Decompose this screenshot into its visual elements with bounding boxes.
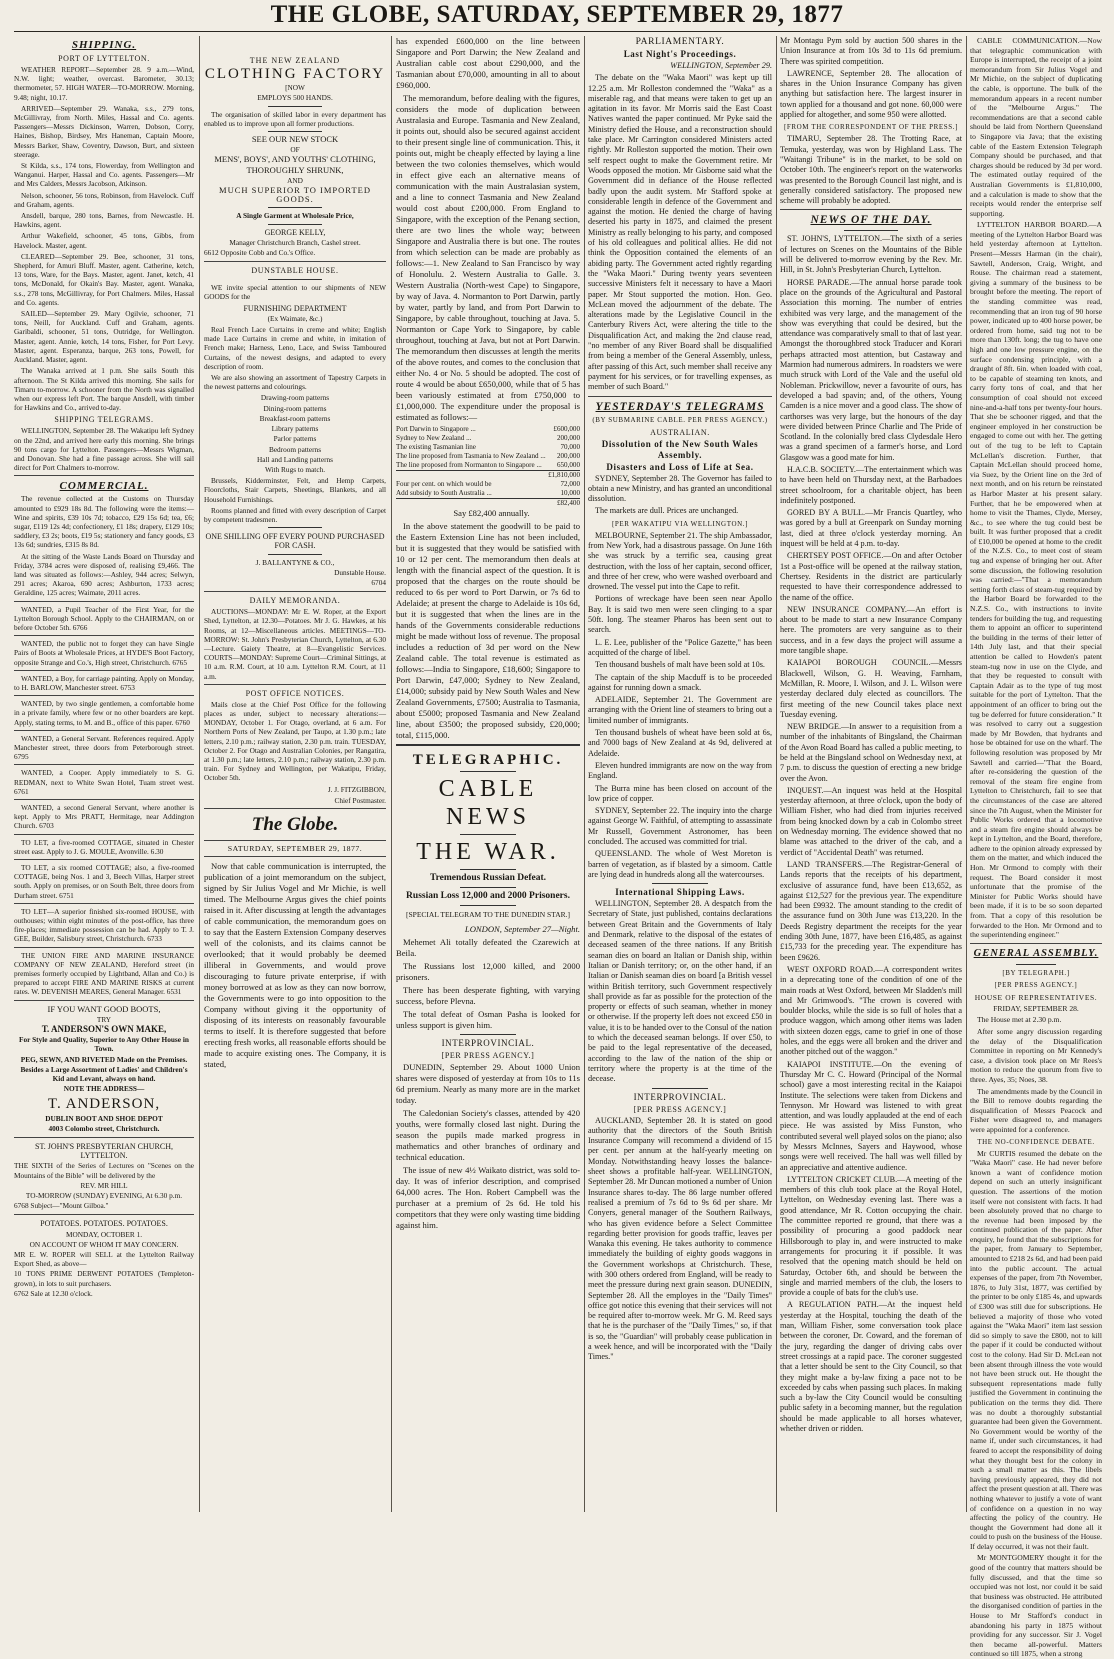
column-3 xyxy=(396,36,580,1512)
table-value: £600,000 xyxy=(553,425,580,433)
table-item: Four per cent. on which would be xyxy=(396,480,492,488)
divider xyxy=(204,808,386,809)
divider xyxy=(14,1000,194,1001)
dunstable-text: We are also showing an assortment of Tapestry Carpets in the newest patterns and colourings. xyxy=(204,373,386,392)
sailed: SAILED—September 29. Mary Ogilvie, schooner, 71 tons, Neill, for Auckland. Cuff and Graham, agents. Garibaldi, schooner, 51 tons, Outridge, for Wellington. Master, agent. Annie, ketch, 14 tons, Fisher, for Port Levy. Master, agent. Esperanza, barque, 263 tons, Powell, for Auckland. Master, agent. xyxy=(14,309,194,365)
port-heading: PORT OF LYTTELTON. xyxy=(58,54,150,63)
table-item: Add subsidy to South Australia ... xyxy=(396,489,492,497)
divider xyxy=(460,905,515,906)
war-text: There has been desperate fighting, with varying success, before Plevna. xyxy=(396,985,580,1006)
divider xyxy=(970,943,1102,944)
yesterdays-telegrams-heading: YESTERDAY'S TELEGRAMS xyxy=(595,400,765,413)
divider xyxy=(14,1214,194,1215)
divider xyxy=(268,131,323,132)
divider xyxy=(204,261,386,262)
divider xyxy=(268,207,323,208)
ad-line: J. BALLANTYNE & CO., xyxy=(255,557,335,567)
general-assembly-text: After some angry discussion regarding the delay of the Disqualification Committee in reporting on Mr Kennedy's case, a division took place on Mr Rees's motion to reduce the quorum from five to three. Ayes, 35; Noes, 38. xyxy=(970,1027,1102,1084)
classified-ad: WANTED, a Pupil Teacher of the First Year, for the Lyttelton Borough School. Apply to the CHAIRMAN, on or before October 5th. 6766 xyxy=(14,604,194,632)
dunstable-sig xyxy=(204,532,386,587)
interprovincial-heading: INTERPROVINCIAL. xyxy=(441,1038,535,1048)
shipping-telegrams: WELLINGTON, September 28. The Wakatipu left Sydney on the 22nd, and arrived here early this morning. She brings 90 tons cargo for Lyttelton. Passengers—Messrs Wigman, and Donovan. She had a fine passage across. She will sail direct for Port Chalmers to-morrow. xyxy=(14,426,194,473)
classified-ad: WANTED, a Cooper. Apply immediately to S. G. REDMAN, next to White Swan Hotel, Tuam street west. 6761 xyxy=(14,768,194,796)
church-line: 6768 Subject—"Mount Gilboa." xyxy=(14,1201,109,1211)
table-item: The line proposed from Normanton to Singapore ... xyxy=(396,461,542,469)
ad-line: 6612 Opposite Cobb and Co.'s Office. xyxy=(204,248,316,258)
australian-heading: AUSTRALIAN. xyxy=(650,427,710,437)
interprovincial-source: [PER PRESS AGENCY.] xyxy=(633,1104,727,1114)
arrived-2: St Kilda, s.s., 174 tons, Flowerday, from Wellington and Wanganui. Harper, Hassal and Co. agents. Passengers—Mr and Mrs Calders, Messrs Jacobson, Atkinson. xyxy=(14,161,194,189)
australian-text: Portions of wreckage have been seen near Apollo Bay. It is said two men were seen clinging to a spar 50ft. long. The steamer Pharos has been sent out to search. xyxy=(588,594,772,635)
classified-ad: WANTED, a Boy, for carriage painting. Apply on Monday, to H. BARLOW, Manchester street. 6753 xyxy=(14,673,194,692)
table-item: Port Darwin to Singapore ... xyxy=(396,425,476,433)
divider xyxy=(14,764,194,765)
shipping-heading: SHIPPING. xyxy=(71,39,137,51)
leading-article: Now that cable communication is interrupted, the publication of a joint memorandum on the subject, signed by Sir Julius Vogel and Mr Michie, is well timed. The Melbourne Argus gives the chief points raised in it. After discussing at length the advantages of cable communication, the memorandum goes on to say that the Eastern Extension Company deserves well of the colonists, and its claims cannot be overlooked; that it would probably be deemed illiberal in Governments, and would prove discouraging to future private enterprise, if with money borrowed at as low as they can now borrow, the Governments were to go into opposition to the Company without giving it the opportunity of disposing of its interests on reasonably favourable terms to itself. It is therefore suggested that before erecting fresh works, all reasonable efforts should be made to acquire existing ones. The Company, it is stated, xyxy=(204,861,386,1070)
arrived-4: Ansdell, barque, 280 tons, Barnes, from Newcastle. H. Hawkins, agent. xyxy=(14,211,194,230)
article-text: Say £82,400 annually. xyxy=(453,508,530,518)
potatoes-line: MR E. W. ROPER will SELL at the Lyttelton Railway Export Shed, as above— xyxy=(14,1249,194,1269)
column-5 xyxy=(780,36,962,1512)
column-4 xyxy=(588,36,772,1512)
yesterdays-telegrams-source: (BY SUBMARINE CABLE. PER PRESS AGENCY.) xyxy=(592,415,768,424)
post-office-notices: Mails close at the Chief Post Office for the following places as under, subject to necessary alterations:— MONDAY, October 1. For Otago, overland, at 6 a.m. For Northern Ports of New Zealand, per Taupo, at 1.30 p.m.; late letters, 2.10 p.m.; railway station, 2.30 p.m. train. TUESDAY, October 2. For Otago and Australian Colonies, per Rangatira, at 1.30 p.m.; late letters, 2.10 p.m.; railway station, 2.30 p.m. train. For Sydney and Wellington, per Wakatipu, Friday, October 5th. xyxy=(204,699,386,783)
dunstable-items xyxy=(204,393,386,474)
boots-line: TRY xyxy=(96,1014,112,1024)
news-item: A REGULATION PATH.—At the inquest held yesterday at the Hospital, touching the death of the man, William Fisher, some conversation took place between the coroner, Dr. Coward, and the foreman of the jury, regarding the danger of driving cabs over street crossings at a rapid pace. The coroner suggested that a letter should be sent to the City Council, so that they might make a by-law fixing a pace not to be exceeded by cabs when passing such places. In making such a by-law the City Council would be consulting public safety in a becoming manner, but the regulation should be made applicable to all horses whatever, whether driven or ridden. xyxy=(780,1300,962,1433)
war-subtitle: Tremendous Russian Defeat. xyxy=(429,873,547,883)
divider xyxy=(460,834,515,835)
column-text: LAWRENCE, September 28. The allocation of shares in the Union Insurance Company has given anything but satisfaction here. The largest insurer in town applied for a thousand and got none. 60,000 were applied for altogether, and some 950 were allotted. xyxy=(780,68,962,120)
divider xyxy=(14,635,194,636)
table-row xyxy=(396,452,580,461)
australian-text: The markets are dull. Prices are unchanged. xyxy=(595,506,739,516)
church-line: TO-MORROW (SUNDAY) EVENING, At 6.30 p.m. xyxy=(25,1190,183,1200)
potatoes-line: 6762 Sale at 12.30 o'clock. xyxy=(14,1288,93,1298)
classified-ad: WANTED, the public not to forget they can have Single Pairs of Boots at Wholesale Prices, at HYDE'S Boot Factory, opposite Strange and Co.'s, High street, Christchurch. 6765 xyxy=(14,639,194,667)
parliamentary-text: The debate on the "Waka Maori" was kept up till 12.25 a.m. Mr Rolleston condemned the "Waka" as a miserable rag, and that means were taken to get up an agitation in its favor. Mr Morris said the East Coast Natives wanted the paper continued. Mr Pyke said the Ministry defied the House, and a reconstruction should take place. Mr Carrington considered Ministers acted rightly. Mr Rolleston supported the motion. Their own self respect ought to make the Government retire. Mr Woods opposed the motion. Mr Gisborne said what the Government did in defiance of the House reflected badly upon the audit system. Mr Stafford spoke at considerable length in defence of the Government and against the motion. He denied the charge of having deserted his party in 1875, and claimed the present Ministry as really belonging to his party, and composed of his old colleagues and political allies. He did not think the Opposition contained the elements of an abiding party. The Government acted rightly regarding the "Waka Maori." During twenty years seventeen successive Ministers felt it necessary to have a Maori paper. Mr Stout supported the motion. Hon. Geo. McLean moved the adjournment of the debate. The alterations made by the Legislative Council in the Canterbury Rivers Act, were altering the title to the Disqualification Act, and making the 2nd clause read, "no member of any River Board shall be disqualified from being a member of the General Assembly, unless, after passing of this Act, such member shall receive any payment for his services, or for travelling expenses, as member of such Board." xyxy=(588,73,772,392)
australian-text: L. E. Lee, publisher of the "Police Gazette," has been acquitted of the charge of libel. xyxy=(588,637,772,657)
telegraphic-title: TELEGRAPHIC. xyxy=(412,752,564,768)
divider xyxy=(652,883,707,884)
ad-line: (Ex Waimate, &c.) xyxy=(267,313,323,323)
memoranda-heading: DAILY MEMORANDA. xyxy=(249,596,341,606)
dunstable-text: Brussels, Kidderminster, Felt, and Hemp Carpets, Floorcloths, Stair Carpets, Sheetings, Blankets, and all Household Furnishings. xyxy=(204,476,386,504)
divider xyxy=(1016,964,1056,965)
table-value: 650,000 xyxy=(556,461,580,469)
general-assembly-source: [PER PRESS AGENCY.] xyxy=(994,980,1078,989)
table-total xyxy=(396,498,580,508)
dunstable-text: WE invite special attention to our shipments of NEW GOODS for the xyxy=(204,283,386,302)
table-total xyxy=(396,470,580,480)
table-row xyxy=(396,480,580,489)
war-dateline: LONDON, September 27—Night. xyxy=(464,924,580,934)
australian-subheading: Disasters and Loss of Life at Sea. xyxy=(606,461,754,472)
dunstable-text: Real French Lace Curtains in creme and white; English made Lace Curtains in creme and white, in imitation of French make; Harness, Leno, Lace, and Swiss Tamboured Curtains, of the newest designs, and adapted to every description of room. xyxy=(204,325,386,371)
australian-text: Ten thousand bushels of wheat have been sold at 6s, and 7000 bags of New Zealand at 4s 9d, delivered at Adelaide. xyxy=(588,728,772,758)
article-text: In the above statement the goodwill to be paid to the Eastern Extension Line has not been included, but it is suggested that they would be satisfied with 10 or 12 per cent. The memorandum then deals at length with the financial aspect of the question. It is proposed that the charges on the route should be reduced to 6s per word to Port Darwin, or 7s 6d to Adelaide; at present the charge to Adelaide is 10s 6d, but it is suggested that when the lines are in the hands of the Governments considerable reductions might be made without loss of revenue. The proposal includes a reduction of 3d per word on the New Zealand cable. The total revenue is estimated as follows:—India to Singapore, £18,600; Singapore to Port Darwin, £47,000; Sydney to New Zealand, £14,000; subsidy paid by New South Wales and New Zealand Governments, £7500; Australia to Tasmania, about £5000; proposed Tasmania and New Zealand line, about £3500; the proposed subsidy, £20,000; total, £115,000. xyxy=(396,521,580,740)
general-assembly-date: FRIDAY, SEPTEMBER 28. xyxy=(993,1003,1079,1013)
potatoes-line: MONDAY, OCTOBER 1. xyxy=(65,1229,143,1239)
divider xyxy=(268,224,323,225)
column-text: LYTTELTON HARBOR BOARD.—A meeting of the Lyttelton Harbor Board was held yesterday afternoon at Lyttelton. Present—Messrs Harman (in the chair), Sawtell, Anderson, Craig, Wright, and Rouse. The chairman read a statement, giving a summary of the business to be brought before the meeting. The report of the standing committee was read, recommending that an iron tug of 90 horse power, indicated up to 400 horse power, be ordered from home, said tug not to be more than 130ft. long; the tug to have one high and one low pressure engine, on the surface condensing principle, with a draught of 8ft. 6in. when loaded with coal, to be capable of steaming ten knots, and carry forty tons of coal, and that her consumption of coal should not exceed nine-and-a-half tons per twenty-four hours. That she be schooner rigged, and that the engineer employed in her construction be engaged to come out with her. The getting out of the tug to be left to Captain McLellan's discretion. Further, that Captain McLellan should proceed home, via Suez, by the Orient line on the 3rd of next month, and on his return be reinstated as Harbor Master at his present salary. Further, that he be empowered when at home to visit the Thames, Clyde, Mersey, &c., to see where the tug could best be built. It was further proposed that a credit of £10,000 be opened at home to the credit of the N.Z.S. Co., to meet cost of steam tug and expense of bringing her out. After some discussion, the following resolution was carried:—"That a memorandum setting forth class of steam-tug required by the Harbor Board be forwarded to the N.Z.S. Co., with instructions to invite tenders for building the tug, and requesting them to appoint an officer to superintend the building in the terms of their letter of 14th July last, and that their special attention be called to Howden's patent steam-tug now in use on the Clyde, and that they be requested to consult with Captain Adair as to the type of tug most suitable for the port of Lyttelton. That the appointment of an officer to bring out the tug be deferred for future consideration." It was resolved to carry out a suggestion made by Mr Bowden, that hydrants and hose be obtained for use on the wharf. The following resolution was proposed by Mr Sawtell and carried—"That the Board, after re-considering the question of the removal of the steam fire engine from Lyttelton to Christchurch, fail to see that the circumstances of the case are altered since the 7th August, when the Minister for Public Works ordered that a locomotive and a steam fire engine should always be kept in Lyttelton, and the Board, therefore, adhere to the opinion already expressed by them on the matter, and which induced the Hon. Mr Ormond to comply with their request. The Board consider it most unfortunate that the promise of the Minister for Public Works should have been made, if it is to be so soon departed from. That a copy of this resolution be forwarded to the Hon. Mr Ormond and to the superintending engineer." xyxy=(970,220,1102,940)
divider xyxy=(780,209,962,210)
ad-line: OF xyxy=(290,145,300,155)
potatoes-ad xyxy=(14,1219,194,1298)
divider xyxy=(14,601,194,602)
news-item: NEW BRIDGE.—In answer to a requisition from a number of the inhabitants of Bingsland, the Chairman of the Avon Road Board has called a public meeting, to be held at the Bingsland school on Wednesday next, at 7 p.m. to discuss the question of erecting a new bridge over the Avon. xyxy=(780,722,962,783)
divider xyxy=(204,684,386,685)
ad-line: THE NEW ZEALAND xyxy=(249,56,341,65)
boots-line: T. ANDERSON, xyxy=(47,1095,161,1112)
divider xyxy=(14,475,194,476)
divider xyxy=(460,869,515,870)
war-source: [SPECIAL TELEGRAM TO THE DUNEDIN STAR.] xyxy=(406,910,570,919)
column-6 xyxy=(970,36,1102,1659)
parliamentary-dateline: WELLINGTON, September 29. xyxy=(670,61,772,70)
cable-news-title: CABLE NEWS xyxy=(438,776,538,830)
dunstable-ad xyxy=(204,304,386,323)
ad-line: A Single Garment at Wholesale Price, xyxy=(236,211,354,221)
ad-line: Library patterns xyxy=(271,424,319,434)
cleared: CLEARED—September 29. Bee, schooner, 31 tons, Shepherd, for Amuri Bluff. Master, agent. Catherine, ketch, 13 tons, Ware, for the Bays. Master, agent. Janet, ketch, 41 tons, McDonald, for Okain's Bay. Master, agent. Wanaka, s.s., 278 tons, McGillivray, for Port Chalmers. Miles, Hassal and Co. agents. xyxy=(14,251,194,307)
ad-line: Drawing-room patterns xyxy=(260,393,330,403)
table-row xyxy=(396,434,580,443)
general-assembly-text: Mr CURTIS resumed the debate on the "Waka Maori" case. He had never before known a want of confidence motion depend on such an utterly insignificant question. The assertions of the motion itself were not consistent with facts. It had been absolutely proved that no charge to the revenue had been imposed by the continued publication of the paper. After enquiry, he found that the subscriptions for the paper, from January to September, amounted to £218 2s 6d, and had been paid into the public account. The actual expenses of the paper, from 7th November, 1876, to July 31st, 1877, was certified by the printer to be only £185 4s, and upwards of £300 was still due for subscriptions. He believed a majority of those who voted against the "Waka Maori" item last session did so simply to save the £800, not to kill the paper if it could be conducted without cost to the colony. Had Sir D. McLean not been absent through illness the vote would not have been struck out. He thought the subsequent representations made fully justified the Government in continuing the publication on the terms they did. There was no doubt a thoroughly substantial guarantee had been given the Government. No Government would be worthy of the name if, under such circumstances, it had feared to accept the responsibility of doing what they thought best for the colony in such a small matter as this. The libels having previously appeared, they did not affect the present question at all. There was nothing whatever to justify a vote of want of confidence on a question in no way affecting the policy of the country. He thought the Government had done all it could to push on the business of the House. If delay occurred, it was not their fault. xyxy=(970,1148,1102,1551)
ad-line: Bedroom patterns xyxy=(268,444,322,454)
post-signature: J. J. FITZGIBBON, xyxy=(327,784,386,794)
interprovincial-heading: INTERPROVINCIAL. xyxy=(633,1091,727,1102)
australian-text: Ten thousand bushels of malt have been sold at 10s. xyxy=(595,660,765,670)
expenditure-table xyxy=(396,425,580,508)
column-2 xyxy=(204,36,386,1512)
divider xyxy=(14,670,194,671)
table-value: 10,000 xyxy=(560,489,580,497)
weather-report: WEATHER REPORT—September 28. 9 a.m.—Wind, N.W. light; weather, overcast. Barometer, 30.13; thermometer, 57. HIGH WATER—TO-MORROW. Morning, 9.48; night, 10.17. xyxy=(14,65,194,102)
australian-text: Eleven hundred immigrants are now on the way from England. xyxy=(588,760,772,781)
war-text: Mehemet Ali totally defeated the Czarewich at Beila. xyxy=(396,937,580,958)
general-assembly-text: Mr MONTGOMERY thought it for the good of the country that matters should be fully discussed, and that the time so occupied was not lost, nor could it be said that business was obstructed. He attributed the disorganised condition of parties in the House to Mr Stafford's conduct in abandoning his party in 1875 without providing for any successor. Sir J. Vogel then became all-powerful. Matters continued so till 1875, when a strong xyxy=(970,1553,1102,1659)
shipping-laws-heading: International Shipping Laws. xyxy=(615,887,745,898)
classified-ad: TO LET—A superior finished six-roomed HOUSE, with outhouses; within eight minutes of the post-office, has three fire-places; immediate possession can be had. Apply to T. J. GEE, Builder, Salisbury street, Christchurch. 6733 xyxy=(14,906,194,944)
ad-line: 6704 xyxy=(371,577,386,587)
ad-line: SEE OUR NEW STOCK xyxy=(251,134,339,145)
memoranda: AUCTIONS—MONDAY: Mr E. W. Roper, at the Export Shed, Lyttelton, at 12.30—Potatoes. Mr J. G. Hawkes, at his Rooms, at 12—Miscellaneous articles. MEETINGS—TO-MORROW: St. John's Presbyterian Church, Lyttelton, at 6.30—Lecture. Gaiety Theatre, at 8—Evangelistic Services. COURTS—MONDAY: Supreme Court—Criminal Sittings, at 10 a.m. R.M. Court, at 10 a.m. Lyttelton R.M. Court, at 11 a.m. xyxy=(204,607,386,681)
boots-line: IF YOU WANT GOOD BOOTS, xyxy=(47,1003,161,1014)
house-heading: HOUSE OF REPRESENTATIVES. xyxy=(974,992,1098,1002)
divider xyxy=(396,744,580,748)
news-item: LAND TRANSFERS.—The Registrar-General of Lands reports that the receipts of his department, exclusive of assurance fund, have been £13,652, as against £12,527 for the previous year. The expenditure had been £9932. The amount standing to the credit of the assurance fund on 30th June was £13,220. In the Deeds Registry department the receipts for the year ending 30th June, 1877, have been £16,485, as against £15,733 for the preceding year. The expenditure has been £9626. xyxy=(780,859,962,962)
ad-line: MENS', BOYS', AND YOUTHS' CLOTHING, xyxy=(214,154,376,165)
classified-ad: WANTED, by two single gentlemen, a comfortable home in a private family, where few or no other boarders are kept. Apply, stating terms, to M. and B., office of this paper. 6760 xyxy=(14,699,194,727)
table-row xyxy=(396,443,580,452)
divider xyxy=(268,554,323,555)
table-item: The existing Tasmanian line xyxy=(396,443,476,451)
column-rule xyxy=(391,36,392,1512)
ad-line: AND xyxy=(287,175,303,185)
post-signature: Chief Postmaster. xyxy=(334,795,386,805)
boots-line: 4003 Colombo street, Christchurch. xyxy=(48,1123,160,1133)
news-item: WEST OXFORD ROAD.—A correspondent writes in a deprecating tone of the condition of one of the main roads at West Oxford, between Mr Sladden's mill and Mr Grimwood's. "The crown is covered with boulder blocks, while the side is so full of holes that a produce waggon, which among other items was laden with sixteen dozen eggs, came to grief in one of those holes, and the eggs were all broken and the driver and another pitched out of the waggon." xyxy=(780,964,962,1057)
divider xyxy=(588,396,772,397)
ad-line: The organisation of skilled labor in every department has enabled us to improve upon all former productions. xyxy=(204,109,386,128)
ad-line: MUCH SUPERIOR TO IMPORTED GOODS. xyxy=(219,185,371,205)
divider xyxy=(268,106,323,107)
article-text: The memorandum, before dealing with the figures, considers the mode of duplication between Australasia and Europe. Tasmania and New Zealand, it points out, should also be secured against accident to their present single line of communication. This, it points out, might be cheaply effected by laying a line between the two colonies themselves, which would in effect give each an alternative means of communication with the main Australasian system, and a line to connect Tasmania and New Zealand would cost about £200,000. From England to Singapore, with the exception of the Penang section, there are two lines the whole way; between Singapore and Australia there is but one. The routes from which selection can be made are probably as follows:—1. New Zealand to San Francisco by way of Honolulu. 2. Western Australia to Galle. 3. Western Australia (North-west Cape) to Singapore, by way of Java. 4. Normanton to Port Darwin, partly by water, partly by land, and from Port Darwin to Singapore, by cable throughout, touching at Java. 5. Normanton or Cape York to Singapore, by cable throughout, touching at Java, but not at Port Darwin. The memorandum then discusses at length the merits of the above routes, and comes to the conclusion that either No. 4 or No. 5 should be adopted. The cost of route 4 would be about £650,000, while that of 5 has been variously estimated at from £750,000 to £1,000,000. The expenditure under the proposal is estimated as follows:— xyxy=(396,93,580,422)
divider xyxy=(204,856,386,857)
general-assembly-text: The House met at 2.30 p.m. xyxy=(977,1015,1062,1025)
ad-line: [NOW xyxy=(285,83,305,93)
table-row xyxy=(396,425,580,434)
ad-line: CLOTHING FACTORY xyxy=(204,66,386,83)
news-of-the-day-heading: NEWS OF THE DAY. xyxy=(810,214,932,227)
potatoes-line: POTATOES. POTATOES. POTATOES. xyxy=(40,1219,168,1229)
article-text: has expended £600,000 on the line between Singapore and Port Darwin; the New Zealand and Australian cable cost about £290,000, and the Tasmanian about £70,000, amounting in all to about £960,000. xyxy=(396,36,580,90)
interprovincial-source: [PER PRESS AGENCY.] xyxy=(441,1051,535,1060)
column-rule xyxy=(584,36,585,1512)
australian-via: [PER WAKATIPU VIA WELLINGTON.] xyxy=(611,519,749,528)
commercial-1: The revenue collected at the Customs on Thursday amounted to £929 18s 8d. The following were the items:—Wine and spirits, £39 10s 7d; tobacco, £29 15s 6d; tea, £6; sugar, £119 12s 4d; confectionery, £1 18s; drapery, £129 10s; saddlery, £3 2s; boots, £19 5s; stationery and fancy goods, £3 13s 6d; sundries, £315 8s 8d. xyxy=(14,494,194,550)
divider xyxy=(14,903,194,904)
ad-line: Dunstable House. xyxy=(334,567,386,577)
divider xyxy=(14,695,194,696)
potatoes-line: ON ACCOUNT OF WHOM IT MAY CONCERN. xyxy=(29,1239,179,1249)
masthead: THE GLOBE, SATURDAY, SEPTEMBER 29, 1877 xyxy=(270,1,844,28)
ad-line: With Rugs to match. xyxy=(264,464,326,474)
no-confidence-heading: THE NO-CONFIDENCE DEBATE. xyxy=(977,1137,1095,1146)
australian-subheading: Dissolution of the New South Wales Assembly. xyxy=(601,438,759,460)
general-assembly-heading: GENERAL ASSEMBLY. xyxy=(973,947,1099,959)
column-text: CABLE COMMUNICATION.—Now that telegraphic communication with Europe is interrupted, the receipt of a joint memorandum from Sir Julius Vogel and Mr Michie, on the subject of duplicating the cable, is opportune. The bulk of the memorandum appears in a recent number of the "Melbourne Argus." The recommendations are that a second cable should be laid from Northern Queensland to Singapore via Java; that the existing cable of the Eastern Extension Telegraph Company should be purchased, and that charges should be reduced by 3d per word. The estimated outlay required of the Australian Governments is £1,810,000, and a calculation is made to show that the receipts would render the enterprise self supporting. xyxy=(970,36,1102,218)
divider xyxy=(844,230,899,231)
classified-ad: WANTED, a General Servant. References required. Apply Manchester street, three doors from Peterborough street. 6795 xyxy=(14,733,194,762)
table-value: 200,000 xyxy=(556,434,580,442)
ad-line: ONE SHILLING OFF EVERY POUND PURCHASED FOR CASH. xyxy=(205,532,385,551)
news-item: CHERTSEY POST OFFICE.—On and after October 1st a Post-office will be opened at the railway station, Chertsey. Residents in the district are particularly requested to have their correspondence addressed to the name of the office. xyxy=(780,551,962,602)
general-assembly-text: The amendments made by the Council in the Bill to remove doubts regarding the disqualification of Messrs Peacock and Fisher were disagreed to, and managers were appointed for a conference. xyxy=(970,1086,1102,1134)
table-row xyxy=(396,489,580,498)
table-value: £1,810,000 xyxy=(548,471,580,479)
interprovincial-text: The Caledonian Society's classes, attended by 420 youths, were formally closed last night. During the season the pupils made marked progress in mathematics and other branches of ordinary and technical education. xyxy=(396,1108,580,1162)
dunstable-text: Rooms planned and fitted with every description of Carpet by competent tradesmen. xyxy=(204,505,386,524)
column-text: Mr Montagu Pym sold by auction 500 shares in the Union Insurance at from 10s 3d to 11s 6d premium. There was spirited competition. xyxy=(780,36,962,66)
news-item: KAIAPOI INSTITUTE.—On the evening of Thursday Mr C. C. Howard (Principal of the Normal school) gave a most interesting recital in the Kaiapoi Institute. The selections were taken from Dickens and Tennyson. Mr Howard was listened to with great attention, and was loudly applauded at the end of each piece. He was assisted by Miss Funston, who contributed several well played solos on the piano; also by Messrs McInnes, Sayers and Haywood, whose songs were well received. The hall was well filled by an appreciative and attentive audience. xyxy=(780,1059,962,1172)
parliamentary-heading: PARLIAMENTARY. xyxy=(635,37,725,47)
news-item: GORED BY A BULL.—Mr Francis Quartley, who was gored by a bull at Greenpark on Sunday morning last, died at three o'clock yesterday morning. An inquest will be held at 4 p.m. to-day. xyxy=(780,508,962,549)
ad-line: THOROUGHLY SHRUNK, xyxy=(246,164,344,175)
globe-title: The Globe. xyxy=(251,814,339,835)
boots-ad xyxy=(14,1005,194,1133)
arrived-3: Nelson, schooner, 56 tons, Robinson, from Havelock. Cuff and Graham, agents. xyxy=(14,190,194,209)
divider xyxy=(460,1034,515,1035)
australian-text: ADELAIDE, September 21. The Government are arranging with the Orient line of steamers to bring out a limited number of immigrants. xyxy=(588,695,772,725)
shipping-misc: The Wanaka arrived at 1 p.m. She sails South this afternoon. The St Kilda arrived this morning. She sails for Timaru to-morrow. A schooner from the North was signalled when our express left Port. The barque Ansdell, with timber for Hawkins and Co., arrived to-day. xyxy=(14,366,194,413)
interprovincial-text: DUNEDIN, September 29. About 1000 Union shares were disposed of yesterday at from 10s to 11s 6d premium. Nearly as many more are in the market today. xyxy=(396,1062,580,1105)
classified-ad: TO LET, a six roomed COTTAGE; also, a five-roomed COTTAGE, being Nos. 1 and 3, Beech Villas, Harper street south. Apply on premises, or on South Belt, three doors from Durham street. 6751 xyxy=(14,863,194,900)
divider xyxy=(14,947,194,948)
news-item: ST. JOHN'S, LYTTELTON.—The sixth of a series of lectures on Scenes on the Mountains of the Bible will be delivered to-morrow evening by the Rev. Mr. Hill, in St. John's Presbyterian Church, Lyttelton. xyxy=(780,234,962,275)
news-item: H.A.C.B. SOCIETY.—The entertainment which was to have been held on Thursday next, at the Barbadoes street schoolroom, for a charitable object, has been indefinitely postponed. xyxy=(780,464,962,505)
war-subtitle: Russian Loss 12,000 and 2000 Prisoners. xyxy=(406,891,570,901)
news-item: NEW INSURANCE COMPANY.—An effort is about to be made to start a new Insurance Company here. The promoters are very sanguine as to their success, and in a few days the project will assume a more tangible shape. xyxy=(780,604,962,656)
divider xyxy=(14,859,194,860)
news-item: HORSE PARADE.—The annual horse parade took place on the grounds of the Agricultural and Pastoral Association this morning. The number of entries exhibited was very large, and the management of the show was everything that could be desired, but the attendance was comparatively small to that of last year. Amongst the thoroughbred stock Traducer and Korari perhaps attracted most attention, but Castaway and Marmion had numerous admirers. In roadsters we were much struck with Lord of the Vale and the useful old Nobleman. Prickwillow, never a favourite of ours, has developed a bad spavin; and, of the others, Young Camden is a nice mover and a good class. The show of carthorses was very large, but the honours of the day were divided between Prince Charlie and The Pride of Scotland. In the colonially bred class Clydesdale Hero was a grand specimen of a farmer's horse, and Lord Glasgow was a good mate for him. xyxy=(780,277,962,462)
australian-text: The Burra mine has been closed on account of the low price of copper. xyxy=(588,783,772,803)
news-item: INQUEST.—An inquest was held at the Hospital yesterday afternoon, at three o'clock, upon the body of William Fisher, who had died from injuries received from being knocked down by a cab in Colombo street on Wednesday morning. The evidence showed that no blame was attached to the driver of the cab, and a verdict of "Accidental Death" was returned. xyxy=(780,785,962,857)
divider xyxy=(204,840,386,841)
boots-line: NOTE THE ADDRESS— xyxy=(63,1084,145,1094)
boots-line: T. ANDERSON'S OWN MAKE, xyxy=(41,1024,167,1035)
arrived-5: Arthur Wakefield, schooner, 45 tons, Gibbs, from Havelock. Master, agent. xyxy=(14,231,194,250)
classified-ad: TO LET, a five-roomed COTTAGE, situated in Chester street east. Apply to J. G. MOULE, Avonville. 6.30 xyxy=(14,837,194,856)
clothing-factory-ad xyxy=(204,56,386,257)
war-text: The Russians lost 12,000 killed, and 2000 prisoners. xyxy=(396,961,580,982)
ad-line: Breakfast-room patterns xyxy=(259,413,331,423)
commercial-2: At the sitting of the Waste Lands Board on Thursday and Friday, 3784 acres were disposed of, realising £9,466. The land was situated as follows:—Ashley, 944 acres; Selwyn, 291 acres; Akaroa, 690 acres; Ashburton, 1733 acres; Geraldine, 125 acres; Waimate, 2011 acres. xyxy=(14,551,194,598)
general-assembly-source: [BY TELEGRAPH.] xyxy=(1002,968,1070,977)
masthead-rule xyxy=(14,31,1100,32)
ad-line: GEORGE KELLY, xyxy=(264,227,326,237)
divider xyxy=(460,887,515,888)
australian-text: SYDNEY, September 22. The inquiry into the charge against George W. Faithful, of attempting to assassinate Mr Russell, Government Astronomer, has been concluded. The accused was committed for trial. xyxy=(588,806,772,846)
interprovincial-text: AUCKLAND, September 28. It is stated on good authority that the directors of the South British Insurance Company will recommend a dividend of 15 per cent. per annum at the half-yearly meeting on Monday. Notwithstanding heavy losses the balance-sheet shows a profitable half-year. WELLINGTON, September 28. Mr Duncan motioned a number of Union Insurance shares to-day. The 86 large number offered realised a premium of 7s 6d to 9s 6d per share. Mr Conyers, general manager of the Southern Railways, who has given evidence before a Select Committee regarding better provision for goods traffic, leaves per Wanaka this evening. He takes authority to commence immediately the building of eighty goods waggons in the Government workshops at Christchurch. These, with 300 others ordered from England, will be ready to meet the pressure during next grain season. DUNEDIN, September 28. All the employes in the "Daily Times" office got notice this evening that their services will not be required after to-morrow week. Mr G. M. Reed says that he is the purchaser of the "Daily Times," so, if that is so, the "Guardian" will probably cease publication in a week hence, and will be incorporated with the "Daily Times." xyxy=(588,1115,772,1362)
ad-line: Hall and Landing patterns xyxy=(257,454,333,464)
ad-line: EMPLOYS 500 HANDS. xyxy=(257,93,333,103)
classified-ad: WANTED, a second General Servant, where another is kept. Apply to Mrs PRATT, Hermitage, near Addington Church. 6703 xyxy=(14,803,194,831)
parliamentary-subheading: Last Night's Proceedings. xyxy=(623,49,737,59)
telegraphic-heading xyxy=(396,752,580,920)
ad-line: FURNISHING DEPARTMENT xyxy=(243,303,347,313)
divider xyxy=(204,591,386,592)
ad-line: Dining-room patterns xyxy=(263,403,327,413)
table-value: £82,400 xyxy=(556,499,580,507)
divider xyxy=(652,1088,707,1089)
australian-text: The captain of the ship Macduff is to be proceeded against for running down a smack. xyxy=(588,672,772,692)
boots-line: For Style and Quality, Superior to Any Other House in Town. xyxy=(19,1035,189,1054)
divider xyxy=(14,1137,194,1138)
ad-line: Parlor patterns xyxy=(273,434,317,444)
table-value: 70,000 xyxy=(560,443,580,451)
table-item: Sydney to New Zealand ... xyxy=(396,434,472,442)
column-rule xyxy=(966,36,967,1512)
potatoes-line: 10 TONS PRIME DERWENT POTATOES (Templeton-grown), in lots to suit purchasers. xyxy=(14,1269,194,1288)
table-value: 200,000 xyxy=(556,452,580,460)
column-1 xyxy=(14,36,194,1512)
correspondent-note: [FROM THE CORRESPONDENT OF THE PRESS.] xyxy=(783,123,959,132)
boots-line: DUBLIN BOOT AND SHOE DEPOT xyxy=(45,1113,163,1123)
divider xyxy=(268,279,323,280)
table-row xyxy=(396,461,580,470)
boots-line: PEG, SEWN, AND RIVETED Made on the Premises. xyxy=(20,1054,188,1064)
table-item: The line proposed from Tasmania to New Zealand ... xyxy=(396,452,546,460)
classified-ad: THE UNION FIRE AND MARINE INSURANCE COMPANY OF NEW ZEALAND, Hereford street (in premises formerly occupied by Lightband, Allan and Co.) is prepared to accept FIRE AND MARINE RISKS at current rates. W. DEVENISH MEARES, General Manager. 6531 xyxy=(14,950,194,997)
column-text: TIMARU, September 28. The Trotting Race, at Temuka, yesterday, was won by Highland Lass. The "Waitangi Tribune" is in the market, to be sold on October 10th. The engineer's report on the waterworks was presented to the Borough Council last night, and is generally considered satisfactory. The proposed new scheme will probably be adopted. xyxy=(780,134,962,206)
church-line: REV. MR HILL xyxy=(80,1180,128,1190)
boots-line: Besides a Large Assortment of Ladies' and Children's Kid and Levant, always on hand. xyxy=(20,1064,188,1084)
church-line: THE SIXTH of the Series of Lectures on "Scenes on the Mountains of the Bible" will be delivered by the xyxy=(14,1161,194,1180)
divider xyxy=(460,771,515,772)
interprovincial-text: The issue of new 4½ Waikato district, was sold to-day. It was of inferior description, and comprised 64,000 acres. The Hon. Robert Campbell was the purchaser at a premium of 2s 6d. He told his competitors that they were only wasting time bidding against him. xyxy=(396,1165,580,1230)
post-office-heading: POST OFFICE NOTICES. xyxy=(245,688,345,698)
war-text: The total defeat of Osman Pasha is looked for unless support is given him. xyxy=(396,1009,580,1030)
shipping-laws-text: WELLINGTON, September 28. A despatch from the Secretary of State, just published, contains declarations between Great Britain and the Governments of Italy and Denmark, relative to the disposal of the estates of deceased seamen of the three nations. If any British seaman dies on board an Italian or Danish ship, within Italian or Danish territory; or, on the other hand, if an Italian or Danish seaman dies on board [a British vessel within British territory, such Government respectively shall provide as far as possible for the protection of the property or effects of such seaman, whether in money or otherwise. If the property left does not exceed £50 in value, it is to be handed over to the Consul of the nation to which the deceased seaman belongs. If over £50, to be paid to the legal representative of the deceased, according to the law of the nation of the ship or territory where the property is at the time of the decease. xyxy=(588,899,772,1084)
column-rule xyxy=(199,36,200,1512)
divider xyxy=(268,527,323,528)
table-value: 72,000 xyxy=(560,480,580,488)
church-line: ST. JOHN'S PRESBYTERIAN CHURCH, LYTTELTON. xyxy=(35,1141,173,1161)
divider xyxy=(14,834,194,835)
globe-date: SATURDAY, SEPTEMBER 29, 1877. xyxy=(227,844,363,853)
church-ad xyxy=(14,1142,194,1210)
australian-text: QUEENSLAND. The whole of West Moreton is barren of vegetation, as if blasted by a simoom. Cattle are lying dead in hundreds along all the watercourses. xyxy=(588,849,772,879)
war-title: THE WAR. xyxy=(416,839,560,865)
arrived: ARRIVED—September 29. Wanaka, s.s., 279 tons, McGillivray, from North. Miles, Hassal and Co. agents. Passengers—Messrs Dickinson, Warren, Dobson, Corry, Haines, Bishop, Birdsey, Mrs Haneman, Captain Moore, Messrs Barker, Shaw, Coventry, Dawson, Burt, and sixteen steerage. xyxy=(14,103,194,159)
commercial-heading: COMMERCIAL. xyxy=(59,480,149,493)
column-rule xyxy=(776,36,777,1512)
divider xyxy=(14,730,194,731)
australian-text: MELBOURNE, September 21. The ship Ambassador, from New York, had a disastrous passage. On June 16th she was struck by a terrific sea, causing great destruction, with the loss of her captain, second officer, and three of her crew, who were washed overboard and drowned. The vessel put into the Cape to refit. xyxy=(588,530,772,592)
divider xyxy=(14,799,194,800)
news-item: LYTTELTON CRICKET CLUB.—A meeting of the members of this club took place at the Royal Hotel, Lyttelton, on Wednesday evening last. There was a good attendance, Mr R. Cotton occupying the chair. The committee reported re ground, that there was a possibility of procuring a good paddock near Hillsborough to play in, and were instructed to make arrangements for procuring it if possible. It was resolved that the opening match should be held on Saturday, October 6th, and should be between the single and married members of the club, the losers to provide a couple of bats for the club's use. xyxy=(780,1174,962,1298)
globe-title-block xyxy=(204,813,386,857)
ad-line: Manager Christchurch Branch, Cashel street. xyxy=(229,237,361,247)
news-item: KAIAPOI BOROUGH COUNCIL.—Messrs Blackwell, Wilson, G. H. Weaving, Farnham, McMillan, R. Moore, I. Wilson, and J. L. Wilson were yesterday declared duly elected as councillors. The first meeting of the new Council takes place next Tuesday evening. xyxy=(780,658,962,719)
shipping-telegrams-heading: SHIPPING TELEGRAMS. xyxy=(54,415,154,425)
australian-text: SYDNEY, September 28. The Governor has failed to obtain a new Ministry, and has granted an unconditional dissolution. xyxy=(588,473,772,504)
dunstable-heading: DUNSTABLE HOUSE. xyxy=(251,266,339,276)
